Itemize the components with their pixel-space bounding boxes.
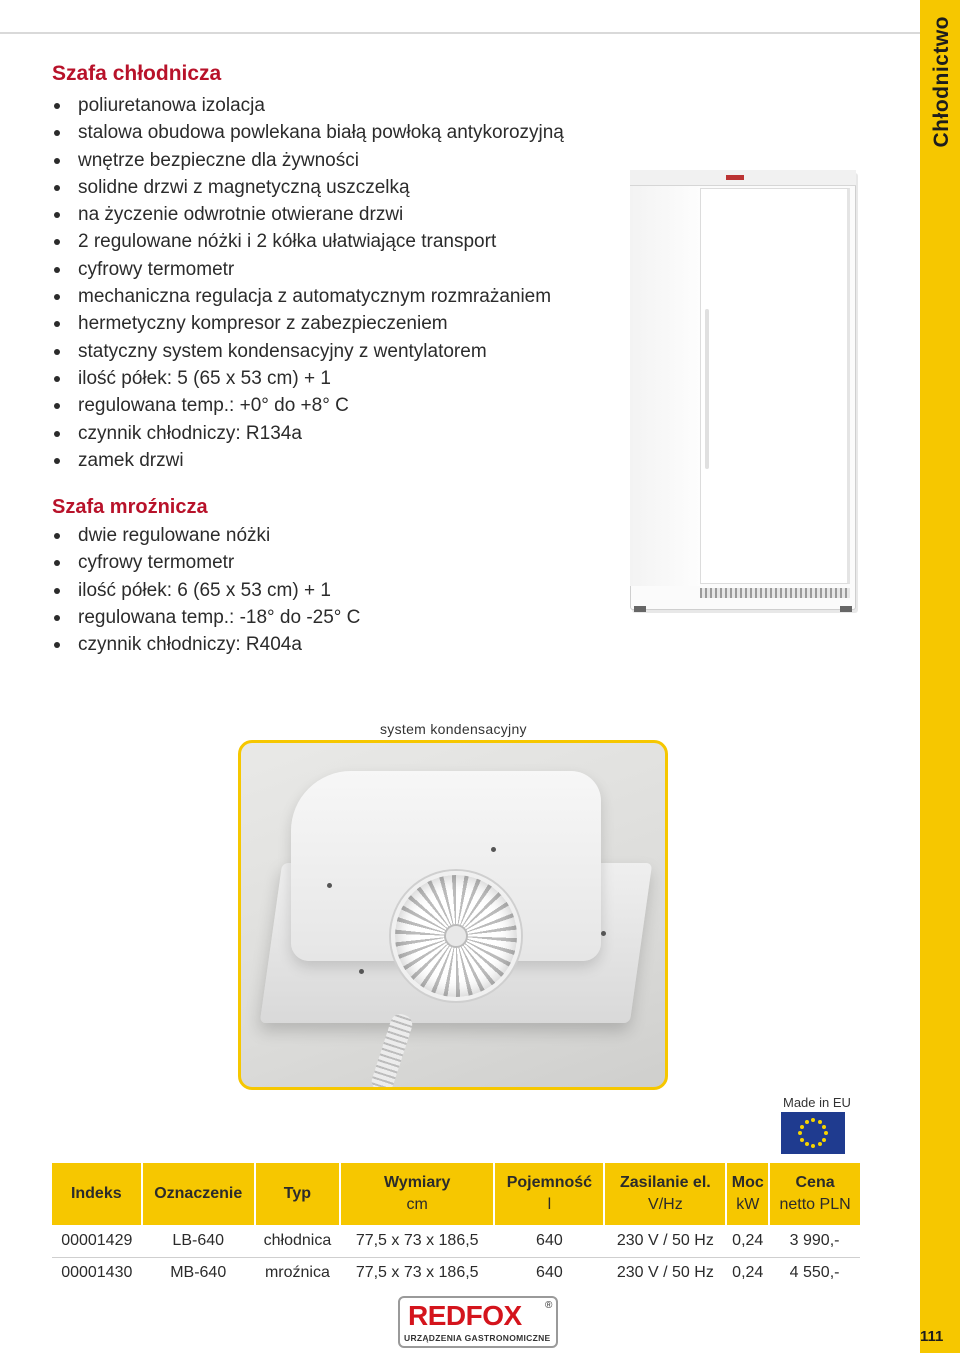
- table-cell: 77,5 x 73 x 186,5: [340, 1225, 494, 1257]
- table-cell: 0,24: [732, 1264, 764, 1282]
- page-number: 111: [920, 1328, 944, 1345]
- column-header: [340, 1163, 494, 1225]
- made-in-label: Made in EU: [783, 1095, 851, 1110]
- drain-hose: [369, 1012, 415, 1090]
- brand-wordmark: [408, 1300, 522, 1332]
- spec-table: [52, 1163, 860, 1289]
- column-header-label: Indeks: [70, 1185, 122, 1202]
- column-header-label: Oznaczenie: [154, 1185, 243, 1202]
- star-icon: [811, 1118, 815, 1122]
- column-header: [726, 1163, 769, 1225]
- table-cell: 640: [536, 1264, 563, 1282]
- screw-icon: [601, 931, 606, 936]
- column-header-label: Cena: [795, 1174, 835, 1191]
- feature-item: ilość półek: 6 (65 x 53 cm) + 1: [52, 577, 360, 604]
- cooler-feature-list: [52, 92, 564, 474]
- feature-item: ilość półek: 5 (65 x 53 cm) + 1: [52, 365, 564, 392]
- feature-item: solidne drzwi z magnetyczną uszczelką: [52, 174, 564, 201]
- registered-mark: ®: [545, 1300, 553, 1311]
- fridge-thermometer-display: [726, 175, 744, 180]
- category-label: Chłodnictwo: [930, 16, 953, 148]
- brand-part-red: RED: [408, 1300, 466, 1331]
- screw-icon: [491, 847, 496, 852]
- table-cell: 00001430: [61, 1264, 133, 1282]
- table-cell: mroźnica: [264, 1264, 330, 1282]
- column-header-label: Pojemność: [506, 1174, 593, 1191]
- column-header-unit: l: [547, 1196, 552, 1213]
- column-header: [255, 1163, 340, 1225]
- eu-flag-icon: [781, 1112, 845, 1154]
- feature-item: zamek drzwi: [52, 447, 564, 474]
- star-icon: [800, 1125, 804, 1129]
- feature-item: cyfrowy termometr: [52, 549, 360, 576]
- table-cell: 230 V / 50 Hz: [616, 1264, 714, 1282]
- star-icon: [818, 1120, 822, 1124]
- column-header-label: Zasilanie el.: [620, 1174, 711, 1191]
- fridge-vent-grille: [700, 588, 850, 598]
- star-icon: [824, 1131, 828, 1135]
- fridge-door: [700, 188, 850, 584]
- feature-item: wnętrze bezpieczne dla żywności: [52, 147, 564, 174]
- feature-item: stalowa obudowa powlekana białą powłoką antykorozyjną: [52, 119, 564, 146]
- table-header-row: [52, 1163, 860, 1225]
- table-cell: 0,24: [726, 1225, 769, 1257]
- screw-icon: [359, 969, 364, 974]
- feature-item: czynnik chłodniczy: R134a: [52, 420, 564, 447]
- table-cell: chłodnica: [255, 1225, 340, 1257]
- table-cell: MB-640: [170, 1264, 227, 1282]
- table-cell: 4 550,-: [789, 1264, 840, 1282]
- feature-item: regulowana temp.: -18° do -25° C: [52, 604, 360, 631]
- brand-logo: [398, 1296, 558, 1348]
- cooler-heading: Szafa chłodnicza: [52, 62, 222, 85]
- category-side-tab: [920, 0, 960, 1353]
- feature-item: poliuretanowa izolacja: [52, 92, 564, 119]
- feature-item: hermetyczny kompresor z zabezpieczeniem: [52, 310, 564, 337]
- fridge-door-handle: [705, 309, 709, 469]
- feature-item: na życzenie odwrotnie otwierane drzwi: [52, 201, 564, 228]
- top-divider: [0, 32, 920, 34]
- star-icon: [800, 1138, 804, 1142]
- photo-caption: system kondensacyjny: [380, 721, 527, 737]
- fridge-foot: [840, 606, 852, 612]
- fridge-foot: [634, 606, 646, 612]
- column-header-label: Moc: [731, 1174, 764, 1191]
- star-icon: [798, 1131, 802, 1135]
- feature-item: dwie regulowane nóżki: [52, 522, 360, 549]
- column-header: [142, 1163, 255, 1225]
- condenser-fan-photo: [238, 740, 668, 1090]
- freezer-heading: Szafa mroźnicza: [52, 496, 208, 518]
- feature-item: regulowana temp.: +0° do +8° C: [52, 392, 564, 419]
- feature-item: 2 regulowane nóżki i 2 kółka ułatwiające transport: [52, 228, 564, 255]
- column-header: [52, 1163, 142, 1225]
- screw-icon: [327, 883, 332, 888]
- column-header: [769, 1163, 860, 1225]
- column-header-unit: V/Hz: [648, 1196, 683, 1213]
- table-cell: 00001429: [52, 1225, 142, 1257]
- feature-item: czynnik chłodniczy: R404a: [52, 631, 360, 658]
- feature-item: mechaniczna regulacja z automatycznym rozmrażaniem: [52, 283, 564, 310]
- star-icon: [811, 1144, 815, 1148]
- star-icon: [818, 1142, 822, 1146]
- feature-item: cyfrowy termometr: [52, 256, 564, 283]
- column-header: [604, 1163, 726, 1225]
- star-icon: [822, 1125, 826, 1129]
- star-icon: [822, 1138, 826, 1142]
- column-header: [494, 1163, 604, 1225]
- table-cell: LB-640: [142, 1225, 255, 1257]
- column-header-unit: cm: [406, 1196, 428, 1213]
- fridge-side-panel: [630, 186, 700, 586]
- feature-item: statyczny system kondensacyjny z wentylatorem: [52, 338, 564, 365]
- brand-tagline: URZĄDZENIA GASTRONOMICZNE: [404, 1333, 551, 1343]
- table-cell: 640: [494, 1225, 604, 1257]
- star-icon: [805, 1120, 809, 1124]
- table-cell: 3 990,-: [769, 1225, 860, 1257]
- column-header-label: Typ: [283, 1185, 312, 1202]
- column-header-unit: kW: [736, 1196, 760, 1213]
- column-header-unit: netto PLN: [779, 1196, 851, 1213]
- brand-part-fox: FOX: [465, 1300, 522, 1331]
- table-cell: 77,5 x 73 x 186,5: [355, 1264, 479, 1282]
- table-cell: 230 V / 50 Hz: [604, 1225, 726, 1257]
- fan-hub: [444, 924, 468, 948]
- fridge-illustration: [630, 170, 856, 610]
- column-header-label: Wymiary: [383, 1174, 451, 1191]
- table-row: [52, 1257, 860, 1289]
- star-icon: [805, 1142, 809, 1146]
- table-row: [52, 1225, 860, 1257]
- freezer-feature-list: [52, 522, 360, 658]
